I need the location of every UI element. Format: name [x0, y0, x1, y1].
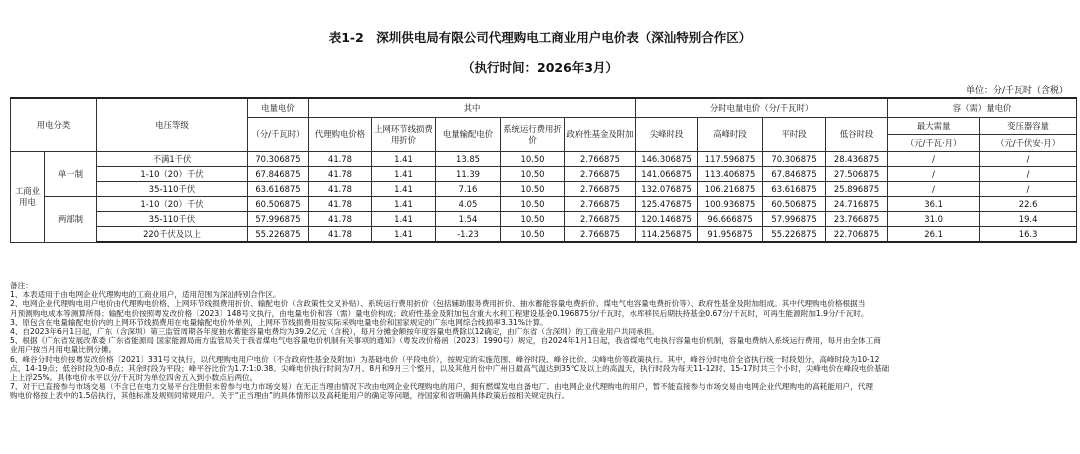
valley-cell: 28.436875	[826, 152, 888, 167]
system-ops-cell: 10.50	[501, 167, 565, 182]
system-ops-cell: 10.50	[501, 182, 565, 197]
transformer-cell: 22.6	[980, 197, 1077, 212]
voltage-cell: 不满1千伏	[97, 152, 248, 167]
transmission-cell: 7.16	[436, 182, 501, 197]
system-ops-cell: 10.50	[501, 152, 565, 167]
header-price-unit: （分/千瓦时）	[248, 118, 309, 152]
valley-cell: 24.716875	[826, 197, 888, 212]
max-demand-cell: /	[888, 182, 980, 197]
unit-label: 单位：分/千瓦时（含税）	[965, 86, 1068, 96]
proxy-cell: 41.78	[309, 212, 372, 227]
header-flat: 平时段	[763, 118, 826, 152]
peak-cell: 117.596875	[698, 152, 763, 167]
loss-cell: 1.41	[372, 182, 436, 197]
header-category: 用电分类	[11, 98, 97, 152]
notes-section	[10, 281, 1070, 401]
loss-cell: 1.41	[372, 212, 436, 227]
flat-cell: 55.226875	[763, 227, 826, 243]
header-transmission: 电量输配电价	[436, 118, 501, 152]
note-line: 6、峰谷分时电价按粤发改价格〔2021〕331号文执行，以代理购电用户电价（不含政府性基金及附加）为基础电价（平段电价），按规定的实施范围、峰谷时段、峰谷比价、尖峰电价等政策执行。其中，峰谷分时电价全省执行统一时段划分，高峰时段为10-12	[10, 354, 880, 364]
table-title: 表1-2 深圳供电局有限公司代理购电工商业用户电价表（深汕特别合作区）	[328, 30, 752, 45]
transmission-cell: 4.05	[436, 197, 501, 212]
note-line: 上上浮25%。具体电价水平以分/千瓦时为单位四舍五入到小数点后两位。	[10, 373, 258, 383]
table-row	[11, 197, 1077, 212]
gov-fund-cell: 2.766875	[565, 182, 636, 197]
valley-cell: 27.506875	[826, 167, 888, 182]
peak-cell: 106.216875	[698, 182, 763, 197]
transformer-cell: 19.4	[980, 212, 1077, 227]
table-row	[11, 227, 1077, 243]
header-gov-fund: 政府性基金及附加	[565, 118, 636, 152]
peak-cell: 96.666875	[698, 212, 763, 227]
max-demand-cell: 36.1	[888, 197, 980, 212]
proxy-cell: 41.78	[309, 227, 372, 243]
transmission-cell: -1.23	[436, 227, 501, 243]
loss-cell: 1.41	[372, 167, 436, 182]
system-ops-cell: 10.50	[501, 227, 565, 243]
note-line: 业用户按当月用电量比例分摊。	[10, 345, 117, 355]
gov-fund-cell: 2.766875	[565, 212, 636, 227]
sharp-peak-cell: 125.476875	[636, 197, 698, 212]
flat-cell: 70.306875	[763, 152, 826, 167]
table-row	[11, 167, 1077, 182]
transmission-cell: 11.39	[436, 167, 501, 182]
system-ops-cell: 10.50	[501, 197, 565, 212]
max-demand-cell: 26.1	[888, 227, 980, 243]
loss-cell: 1.41	[372, 227, 436, 243]
max-demand-cell: /	[888, 167, 980, 182]
note-line: 购电价格按上表中的1.5倍执行，其他标准及规则同常规用户。关于“正当理由”的具体情形以及高耗能用户的确定等问题，待国家和省明确具体政策后按相关规定执行。	[10, 391, 570, 401]
voltage-cell: 1-10（20）千伏	[97, 167, 248, 182]
note-line: 7、对于已直接参与市场交易（不含已在电力交易平台注册但未曾参与电力市场交易）在无正当理由情况下改由电网企业代理购电的用户，拥有燃煤发电自备电厂、由电网企业代理购电的用户，暂不能直接参与市场交易由电网企业代理购电的高耗能用户，代理	[10, 382, 873, 392]
flat-cell: 60.506875	[763, 197, 826, 212]
price-cell: 63.616875	[248, 182, 309, 197]
price-cell: 70.306875	[248, 152, 309, 167]
sharp-peak-cell: 132.076875	[636, 182, 698, 197]
note-line: 1、本表适用于由电网企业代理购电的工商业用户，适用范围为深汕特别合作区。	[10, 290, 281, 300]
max-demand-cell: /	[888, 152, 980, 167]
gov-fund-cell: 2.766875	[565, 167, 636, 182]
table-row	[11, 182, 1077, 197]
group-cell-single: 单一制	[45, 152, 97, 197]
note-line: 5、根据《广东省发展改革委 广东省能源局 国家能源局南方监管局关于我省煤电气电容量电价机制有关事项的通知》（粤发改价格函〔2023〕1990号）规定，自2024年1月1日起，我省煤电气电执行容量电价机制，容量电费纳入系统运行费用，每月由全体工商	[10, 336, 881, 346]
note-line: 点、14-19点；低谷时段为0-8点；其余时段为平段；峰平谷比价为1.7:1:0.38。尖峰电价执行时间为7月、8月和9月三个整月，以及其他月份中广州日最高气温达到35℃及以上的高温天，执行时段为每天11-12时、15-17时共三个小时，尖峰电价在峰段电价基础	[10, 363, 890, 373]
note-line: 月预测购电成本等测算所得；输配电价按照粤发改价格〔2023〕148号文执行，由电量电价和容（需）量电价构成；政府性基金及附加包含重大水利工程建设基金0.196875分/千瓦时，水库移民后期扶持基金0.67分/千瓦时，可再生能源附加1.9分/千瓦时。	[10, 308, 869, 318]
header-voltage: 电压等级	[97, 98, 248, 152]
transformer-cell: /	[980, 167, 1077, 182]
table-subtitle: （执行时间：2026年3月）	[462, 60, 618, 75]
system-ops-cell: 10.50	[501, 212, 565, 227]
group-cell-two-part: 两部制	[45, 197, 97, 243]
loss-cell: 1.41	[372, 152, 436, 167]
transmission-cell: 1.54	[436, 212, 501, 227]
gov-fund-cell: 2.766875	[565, 197, 636, 212]
sharp-peak-cell: 114.256875	[636, 227, 698, 243]
price-cell: 57.996875	[248, 212, 309, 227]
gov-fund-cell: 2.766875	[565, 227, 636, 243]
valley-cell: 22.706875	[826, 227, 888, 243]
price-cell: 60.506875	[248, 197, 309, 212]
header-valley: 低谷时段	[826, 118, 888, 152]
proxy-cell: 41.78	[309, 197, 372, 212]
header-price: 电量电价	[248, 98, 309, 118]
header-of-which: 其中	[309, 98, 636, 118]
header-tou-group: 分时电量电价（分/千瓦时）	[636, 98, 888, 118]
peak-cell: 91.956875	[698, 227, 763, 243]
electricity-price-table	[10, 97, 1077, 243]
notes-heading: 备注：	[10, 281, 33, 290]
transformer-cell: /	[980, 152, 1077, 167]
sharp-peak-cell: 120.146875	[636, 212, 698, 227]
note-line: 3、原包含在电量输配电价内的上网环节线损费用在电量输配电价外单列，上网环节线损费用按实际采购电量电价和国家规定的广东电网综合线损率3.31%计算。	[10, 317, 548, 327]
header-proxy: 代理购电价格	[309, 118, 372, 152]
sharp-peak-cell: 141.066875	[636, 167, 698, 182]
transmission-cell: 13.85	[436, 152, 501, 167]
table-row	[11, 212, 1077, 227]
header-transformer-unit: （元/千伏安·月）	[980, 135, 1077, 152]
category-cell: 工商业用电	[11, 152, 45, 243]
table-row	[11, 152, 1077, 167]
header-max-demand: 最大需量	[888, 118, 980, 135]
max-demand-cell: 31.0	[888, 212, 980, 227]
flat-cell: 57.996875	[763, 212, 826, 227]
gov-fund-cell: 2.766875	[565, 152, 636, 167]
header-grid-loss: 上网环节线损费用折价	[372, 118, 436, 152]
price-cell: 67.846875	[248, 167, 309, 182]
voltage-cell: 220千伏及以上	[97, 227, 248, 243]
flat-cell: 63.616875	[763, 182, 826, 197]
note-line: 4、自2023年6月1日起，广东（含深圳）第三监管周期各年度抽水蓄能容量电费均为39.2亿元（含税），每月分摊金额按年度容量电费除以12确定，由广东省（含深圳）的工商业用户共同承担。	[10, 327, 659, 337]
price-cell: 55.226875	[248, 227, 309, 243]
valley-cell: 23.766875	[826, 212, 888, 227]
valley-cell: 25.896875	[826, 182, 888, 197]
note-line: 2、电网企业代理购电用户电价由代理购电价格、上网环节线损费用折价、输配电价（含政策性交叉补贴）、系统运行费用折价（包括辅助服务费用折价、抽水蓄能容量电费折价、煤电气电容量电费折价等）、政府性基金及附加组成。其中代理购电价格根据当	[10, 299, 866, 309]
peak-cell: 113.406875	[698, 167, 763, 182]
transformer-cell: 16.3	[980, 227, 1077, 243]
peak-cell: 100.936875	[698, 197, 763, 212]
flat-cell: 67.846875	[763, 167, 826, 182]
header-system-ops: 系统运行费用折价	[501, 118, 565, 152]
proxy-cell: 41.78	[309, 152, 372, 167]
loss-cell: 1.41	[372, 197, 436, 212]
header-peak: 高峰时段	[698, 118, 763, 152]
proxy-cell: 41.78	[309, 182, 372, 197]
header-sharp-peak: 尖峰时段	[636, 118, 698, 152]
header-transformer: 变压器容量	[980, 118, 1077, 135]
transformer-cell: /	[980, 182, 1077, 197]
sharp-peak-cell: 146.306875	[636, 152, 698, 167]
voltage-cell: 1-10（20）千伏	[97, 197, 248, 212]
header-capacity-group: 容（需）量电价	[888, 98, 1077, 118]
proxy-cell: 41.78	[309, 167, 372, 182]
header-max-demand-unit: （元/千瓦·月）	[888, 135, 980, 152]
voltage-cell: 35-110千伏	[97, 212, 248, 227]
voltage-cell: 35-110千伏	[97, 182, 248, 197]
